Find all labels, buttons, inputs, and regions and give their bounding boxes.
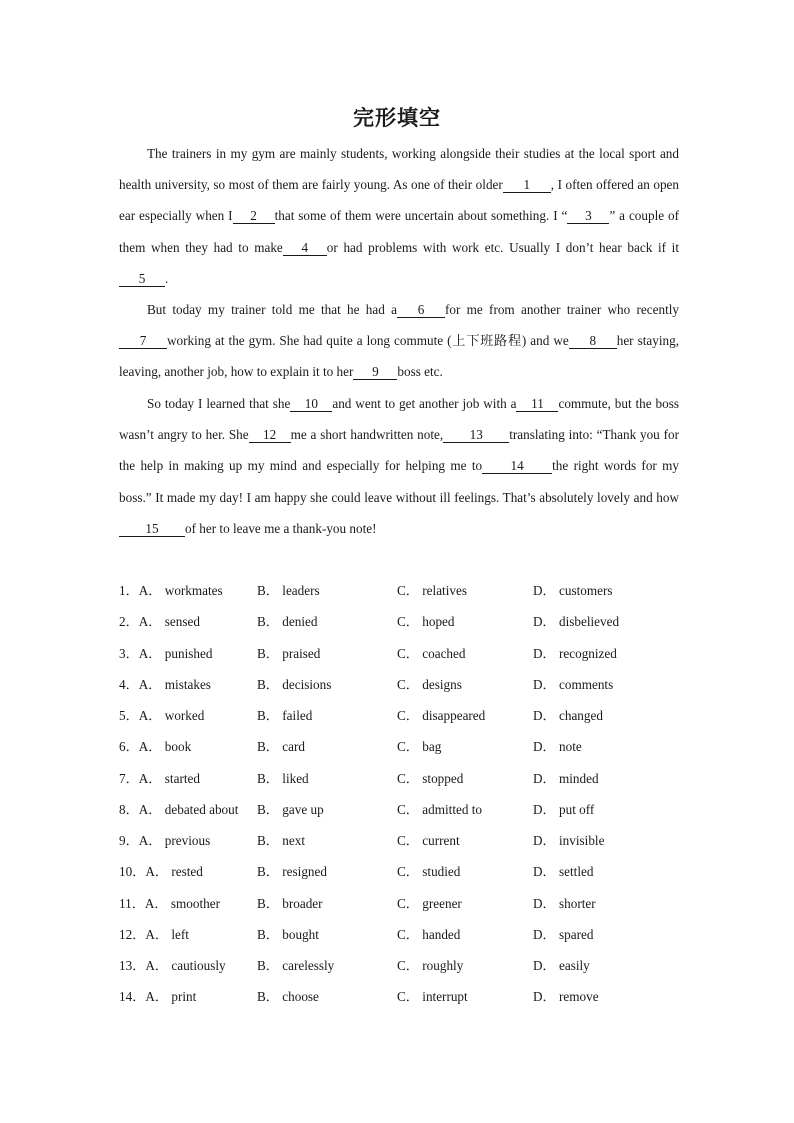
option-a bbox=[119, 700, 204, 731]
passage-text: translating into: “Thank you for the help in making up my mind and especially for helping me to bbox=[119, 427, 679, 474]
option-d bbox=[533, 669, 613, 700]
option-text: B． broader bbox=[257, 895, 323, 911]
question-number: 5． bbox=[119, 708, 139, 723]
option-c bbox=[397, 700, 485, 731]
option-b bbox=[257, 888, 323, 919]
passage-text: . bbox=[165, 270, 169, 286]
option-text: B． carelessly bbox=[257, 958, 335, 973]
option-c bbox=[397, 981, 468, 1012]
passage-text: me a short handwritten note, bbox=[290, 427, 444, 443]
option-d bbox=[533, 794, 594, 825]
question-row bbox=[119, 669, 679, 700]
option-c bbox=[397, 919, 460, 950]
option-c bbox=[397, 794, 482, 825]
passage-text: The trainers in my gym are mainly students, working alongside their studies at the local sport and health university, so most of them are fairly young. As one of their older bbox=[119, 146, 679, 193]
option-d bbox=[533, 856, 593, 887]
option-a bbox=[119, 919, 189, 950]
option-text: C． relatives bbox=[397, 583, 467, 598]
passage-text: her staying, leaving, another job, how to explain it to her bbox=[119, 333, 679, 380]
question-row bbox=[119, 700, 679, 731]
option-a bbox=[119, 950, 226, 981]
question-row bbox=[119, 575, 679, 606]
option-a bbox=[119, 669, 211, 700]
option-b bbox=[257, 763, 309, 794]
blank-8: 8 bbox=[569, 333, 617, 349]
option-b bbox=[257, 700, 312, 731]
passage-text: So today I learned that she bbox=[147, 396, 291, 411]
option-text: C． roughly bbox=[397, 958, 464, 973]
blank-10: 10 bbox=[290, 396, 332, 412]
blank-12: 12 bbox=[249, 427, 291, 443]
passage-text: for me from another trainer who recently bbox=[444, 302, 679, 317]
option-d bbox=[533, 763, 599, 794]
option-a bbox=[119, 575, 223, 606]
option-a bbox=[119, 731, 191, 762]
passage-text: commute, but the boss wasn’t angry to her. She bbox=[119, 396, 679, 443]
option-text: D． shorter bbox=[533, 895, 596, 911]
option-b bbox=[257, 919, 319, 950]
option-text: D． recognized bbox=[533, 645, 617, 661]
question-row bbox=[119, 731, 679, 762]
option-b bbox=[257, 825, 305, 856]
option-text: B． liked bbox=[257, 770, 309, 786]
option-b bbox=[257, 606, 317, 637]
option-b bbox=[257, 731, 305, 762]
blank-1: 1 bbox=[503, 177, 551, 193]
question-number: 11． bbox=[119, 895, 145, 911]
question-number: 14． bbox=[119, 989, 146, 1005]
option-d bbox=[533, 981, 599, 1012]
option-text: C． studied bbox=[397, 864, 461, 880]
question-row bbox=[119, 919, 679, 950]
option-c bbox=[397, 731, 441, 762]
question-number: 2． bbox=[119, 614, 139, 630]
option-text: C． interrupt bbox=[397, 989, 468, 1005]
option-d bbox=[533, 575, 612, 606]
option-text: C． greener bbox=[397, 895, 462, 911]
option-text: D． customers bbox=[533, 583, 613, 598]
option-c bbox=[397, 575, 467, 606]
option-text: C． bag bbox=[397, 739, 442, 755]
blank-13: 13 bbox=[443, 427, 509, 443]
option-text: B． card bbox=[257, 739, 305, 755]
option-text: A． mistakes bbox=[138, 676, 211, 692]
option-c bbox=[397, 638, 465, 669]
option-a bbox=[119, 888, 220, 919]
option-text: A． smoother bbox=[144, 895, 220, 911]
option-a bbox=[119, 763, 200, 794]
question-row bbox=[119, 763, 679, 794]
passage-text: that some of them were uncertain about something. I “ bbox=[274, 208, 568, 224]
option-text: D． disbelieved bbox=[533, 614, 620, 630]
option-text: C． coached bbox=[397, 645, 466, 661]
option-c bbox=[397, 888, 462, 919]
option-text: D． comments bbox=[533, 676, 614, 692]
option-d bbox=[533, 731, 582, 762]
option-text: A． punished bbox=[138, 645, 213, 661]
option-text: A． rested bbox=[145, 864, 203, 880]
option-c bbox=[397, 950, 463, 981]
question-number: 10． bbox=[119, 864, 146, 880]
passage-text: or had problems with work etc. Usually I don’t hear back if it bbox=[326, 239, 679, 255]
option-a bbox=[119, 606, 200, 637]
option-text: D． note bbox=[533, 739, 582, 755]
blank-5: 5 bbox=[119, 271, 165, 287]
option-text: A． print bbox=[145, 989, 197, 1005]
option-d bbox=[533, 825, 604, 856]
option-text: A． book bbox=[138, 739, 192, 755]
blank-3: 3 bbox=[567, 208, 609, 224]
passage-text: of her to leave me a thank-you note! bbox=[185, 520, 377, 536]
option-c bbox=[397, 825, 460, 856]
option-d bbox=[533, 950, 590, 981]
passage-text: But today my trainer told me that he had a bbox=[147, 302, 397, 317]
blank-4: 4 bbox=[283, 240, 327, 256]
passage-text: and went to get another job with a bbox=[332, 396, 517, 411]
option-a bbox=[119, 856, 203, 887]
question-row bbox=[119, 950, 679, 981]
option-d bbox=[533, 888, 596, 919]
question-row bbox=[119, 825, 679, 856]
option-text: D． minded bbox=[533, 770, 599, 786]
option-c bbox=[397, 606, 455, 637]
option-text: B． leaders bbox=[257, 583, 320, 598]
option-c bbox=[397, 763, 463, 794]
option-text: D． spared bbox=[533, 926, 594, 942]
option-b bbox=[257, 950, 334, 981]
option-text: A． cautiously bbox=[145, 958, 226, 973]
question-number: 1． bbox=[119, 583, 139, 598]
option-text: C． handed bbox=[397, 926, 461, 942]
question-number: 3． bbox=[119, 645, 139, 661]
question-number: 4． bbox=[119, 676, 139, 692]
question-number: 8． bbox=[119, 801, 139, 817]
option-text: B． next bbox=[257, 833, 305, 848]
option-d bbox=[533, 606, 619, 637]
blank-7: 7 bbox=[119, 333, 167, 349]
passage-paragraph-3 bbox=[119, 388, 679, 544]
option-text: D． settled bbox=[533, 864, 594, 880]
option-b bbox=[257, 669, 331, 700]
option-d bbox=[533, 700, 603, 731]
option-text: C． admitted to bbox=[397, 801, 482, 817]
question-number: 6． bbox=[119, 739, 139, 755]
option-b bbox=[257, 981, 319, 1012]
option-d bbox=[533, 638, 617, 669]
question-row bbox=[119, 888, 679, 919]
option-b bbox=[257, 794, 324, 825]
question-options bbox=[119, 575, 679, 1013]
option-text: A． previous bbox=[138, 833, 211, 848]
option-a bbox=[119, 825, 210, 856]
option-text: B． denied bbox=[257, 614, 318, 630]
option-a bbox=[119, 794, 238, 825]
option-b bbox=[257, 575, 320, 606]
option-text: C． designs bbox=[397, 676, 462, 692]
option-text: D． put off bbox=[533, 801, 595, 817]
passage-text: working at the gym. She had quite a long commute (上下班路程) and we bbox=[167, 333, 569, 349]
page-title: 完形填空 bbox=[353, 106, 441, 130]
option-a bbox=[119, 981, 196, 1012]
option-text: A． workmates bbox=[138, 583, 223, 598]
blank-11: 11 bbox=[516, 396, 558, 412]
option-text: B． choose bbox=[257, 989, 319, 1005]
question-row bbox=[119, 638, 679, 669]
question-number: 13． bbox=[119, 958, 146, 973]
option-a bbox=[119, 638, 212, 669]
option-text: D． easily bbox=[533, 958, 590, 973]
passage-text: ” a couple of them when they had to make bbox=[119, 208, 680, 255]
option-text: B． praised bbox=[257, 645, 321, 661]
blank-14: 14 bbox=[482, 458, 552, 474]
blank-9: 9 bbox=[353, 364, 397, 380]
option-text: A． debated about bbox=[138, 801, 239, 817]
question-row bbox=[119, 981, 679, 1012]
passage-paragraph-2 bbox=[119, 294, 679, 388]
option-text: D． changed bbox=[533, 708, 603, 723]
option-c bbox=[397, 669, 462, 700]
passage-text: the right words for my boss.” It made my day! I am happy she could leave without ill feelings. That’s absolutely lovely and how bbox=[119, 458, 680, 505]
option-text: B． decisions bbox=[257, 676, 332, 692]
question-row bbox=[119, 856, 679, 887]
option-text: C． disappeared bbox=[397, 708, 486, 723]
question-row bbox=[119, 606, 679, 637]
option-text: A． started bbox=[138, 770, 200, 786]
question-number: 7． bbox=[119, 770, 139, 786]
option-text: D． invisible bbox=[533, 833, 605, 848]
option-d bbox=[533, 919, 593, 950]
option-c bbox=[397, 856, 460, 887]
option-text: A． worked bbox=[138, 708, 205, 723]
option-text: B． bought bbox=[257, 926, 319, 942]
option-text: B． failed bbox=[257, 708, 313, 723]
question-row bbox=[119, 794, 679, 825]
passage-paragraph-1 bbox=[119, 138, 679, 294]
option-text: D． remove bbox=[533, 989, 599, 1005]
option-text: A． sensed bbox=[138, 614, 200, 630]
option-text: B． gave up bbox=[257, 801, 324, 817]
option-text: A． left bbox=[145, 926, 189, 942]
passage-text: , I often offered an open ear especially when I bbox=[119, 177, 679, 224]
option-text: C． current bbox=[397, 833, 460, 848]
passage-text: boss etc. bbox=[397, 364, 443, 380]
option-b bbox=[257, 638, 320, 669]
question-number: 12． bbox=[119, 926, 146, 942]
option-text: B． resigned bbox=[257, 864, 327, 880]
blank-6: 6 bbox=[397, 302, 445, 318]
option-b bbox=[257, 856, 327, 887]
blank-2: 2 bbox=[233, 208, 275, 224]
question-number: 9． bbox=[119, 833, 139, 848]
option-text: C． hoped bbox=[397, 614, 455, 630]
blank-15: 15 bbox=[119, 521, 185, 537]
option-text: C． stopped bbox=[397, 770, 464, 786]
